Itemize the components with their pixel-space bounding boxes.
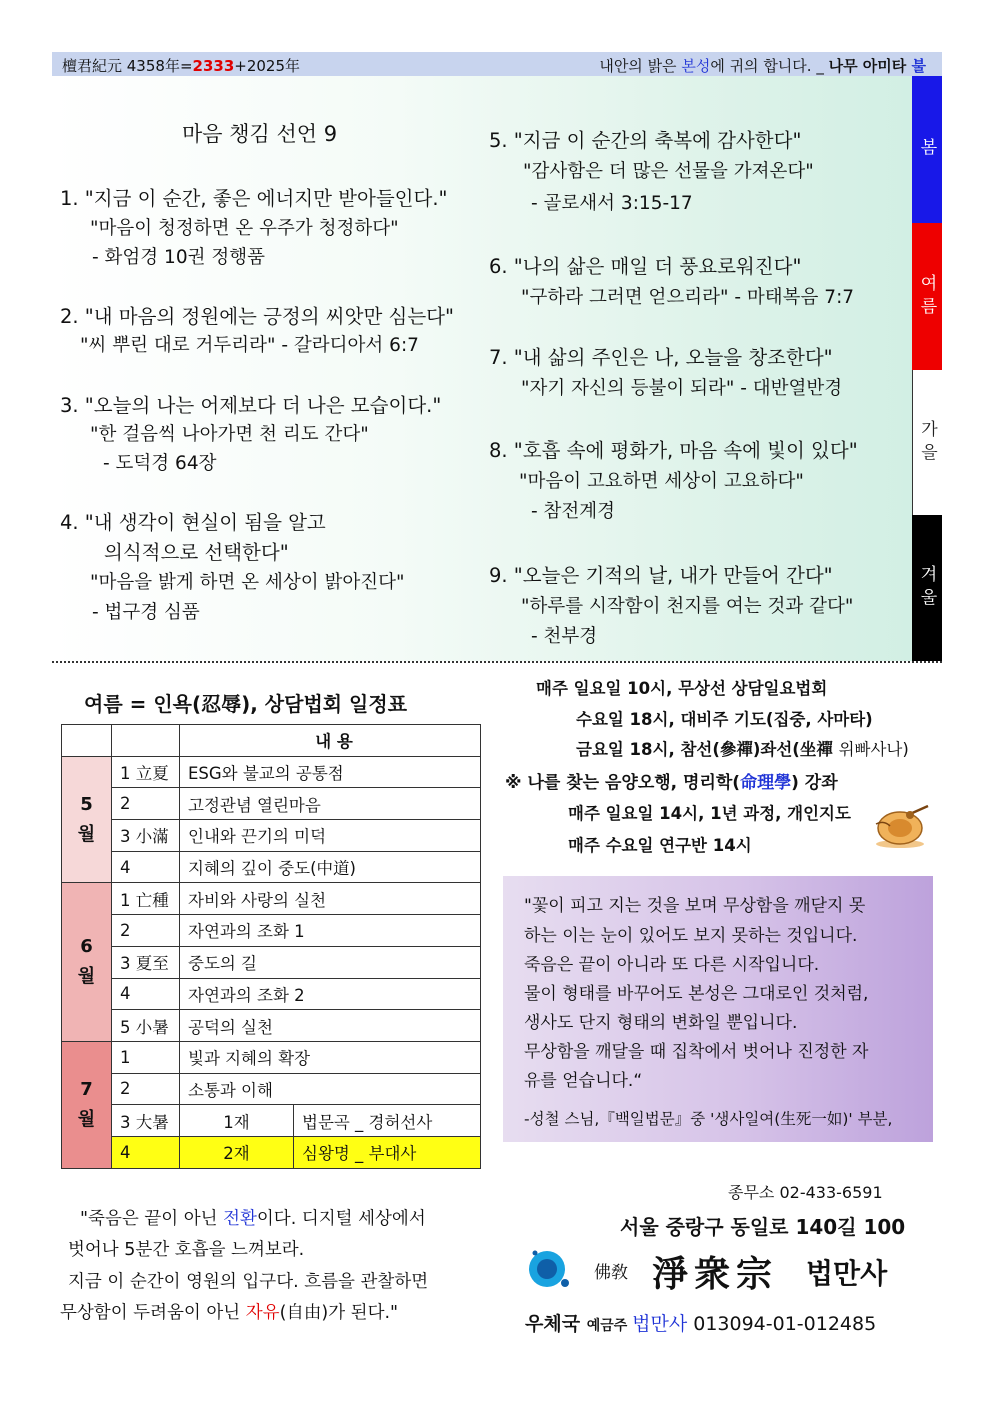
table-row: 3 夏至 중도의 길 [62,946,481,978]
table-row: 2 고정관념 열린마음 [62,788,481,820]
temple-name: 법만사 [806,1257,888,1290]
moktak-icon [870,804,932,850]
info-wednesday: 수요일 18시, 대비주 기도(집중, 사마타) [576,710,873,729]
table-header [62,725,481,757]
season-spring: 봄 [912,76,942,223]
calendar-era: 檀君紀元 4358年=2333+2025年 [62,57,301,75]
info-lecture: ※ 나를 찾는 음양오행, 명리학(命理學) 강좌 [505,773,838,793]
decl-6-quote: "구하라 그러면 얻으리라" - 마태복음 7:7 [521,287,855,308]
table-row: 4 자연과의 조화 2 [62,978,481,1010]
bottom-quote-line-1: "죽음은 끝이 아닌 전환이다. 디지털 세상에서 [80,1209,426,1229]
season-winter: 겨울 [912,515,942,661]
bottom-quote-line-2: 벗어나 5분간 호흡을 느껴보라. [68,1240,305,1260]
schedule-table [61,724,481,1169]
info-lecture-wednesday: 매주 수요일 연구반 14시 [568,836,752,855]
table-row: 5 小暑 공덕의 실천 [62,1010,481,1042]
table-row: 7 월 1 빛과 지혜의 확장 [62,1041,481,1073]
decl-9-source: - 천부경 [531,626,598,647]
season-summer: 여름 [912,223,942,370]
bottom-quote-line-4: 무상함이 두려움이 아닌 자유(自由)가 된다." [60,1303,399,1323]
declaration-title: 마음 챙김 선언 9 [182,122,338,146]
decl-7-quote: "자기 자신의 등불이 되라" - 대반열반경 [521,378,843,399]
quote-line: 하는 이는 눈이 있어도 보지 못하는 것입니다. [524,926,858,946]
decl-2-quote: "씨 뿌린 대로 거두리라" - 갈라디아서 6:7 [80,335,419,356]
decl-4-title: 4. "내 생각이 현실이 됨을 알고 [60,511,326,534]
table-row: 2 소통과 이해 [62,1073,481,1105]
decl-1-quote: "마음이 청정하면 온 우주가 청정하다" [90,218,399,239]
decl-5-title: 5. "지금 이 순간의 축복에 감사한다" [489,129,802,152]
temple-hanja-name: 淨衆宗 [652,1253,779,1295]
quote-line: 물이 형태를 바꾸어도 본성은 그대로인 것처럼, [524,984,869,1004]
table-row: 3 小滿 인내와 끈기의 미덕 [62,820,481,852]
decl-5-quote: "감사함은 더 많은 선물을 가져온다" [523,161,814,182]
table-row: 3 大暑 1재 법문곡 _ 경허선사 [62,1105,481,1137]
header-bar [52,52,942,76]
temple-address: 서울 중랑구 동일로 140길 100 [620,1215,906,1239]
decl-1-source: - 화엄경 10권 정행품 [92,247,265,268]
month-july: 7 월 [62,1041,112,1168]
month-may: 5 월 [62,756,112,883]
decl-8-source: - 참전계경 [531,501,616,522]
buddhism-label: 佛敎 [594,1263,628,1283]
decl-4-source: - 법구경 심품 [92,602,200,623]
decl-9-title: 9. "오늘은 기적의 날, 내가 만들어 간다" [489,564,833,587]
decl-3-title: 3. "오늘의 나는 어제보다 더 나은 모습이다." [60,394,442,417]
quote-line: 유를 얻습니다.“ [524,1071,643,1091]
table-row: 2 자연과의 조화 1 [62,915,481,947]
decl-8-title: 8. "호흡 속에 평화가, 마음 속에 빛이 있다" [489,439,858,462]
decl-4-quote: "마음을 밝게 하면 온 세상이 밝아진다" [90,572,405,593]
table-row: 6 월 1 亡種 자비와 사랑의 실천 [62,883,481,915]
decl-5-source: - 골로새서 3:15-17 [531,193,693,214]
info-friday: 금요일 18시, 참선(參禪)좌선(坐禪 위빠사나) [576,740,909,759]
schedule-title: 여름 = 인욕(忍辱), 상담법회 일정표 [84,692,408,716]
decl-6-title: 6. "나의 삶은 매일 더 풍요로워진다" [489,255,802,278]
season-autumn: 가을 [912,370,942,515]
section-divider [52,661,942,663]
table-row: 5 월 1 立夏 ESG와 불교의 공통점 [62,756,481,788]
bank-account: 우체국 예금주 법만사 013094-01-012485 [525,1313,877,1335]
refuge-phrase: 내안의 밝은 본성에 귀의 합니다. _ 나무 아미타 불 [599,57,926,75]
temple-logo-icon [525,1247,575,1291]
decl-1-title: 1. "지금 이 순간, 좋은 에너지만 받아들인다." [60,187,448,210]
month-june: 6 월 [62,883,112,1041]
table-row-highlight: 4 2재 심왕명 _ 부대사 [62,1136,481,1168]
decl-9-quote: "하루를 시작함이 천지를 여는 것과 같다" [521,596,854,617]
info-sunday: 매주 일요일 10시, 무상선 상담일요법회 [536,679,828,698]
table-row: 4 지혜의 깊이 중도(中道) [62,851,481,883]
quote-line: 생사도 단지 형태의 변화일 뿐입니다. [524,1013,798,1033]
quote-source: -성철 스님,『백일법문』중 '생사일여(生死一如)' 부분, [524,1110,893,1128]
office-phone: 종무소 02-433-6591 [728,1183,883,1202]
header-content: 내 용 [180,725,481,757]
bottom-quote-line-3: 지금 이 순간이 영원의 입구다. 흐름을 관찰하면 [68,1272,429,1292]
quote-line: "꽃이 피고 지는 것을 보며 무상함을 깨닫지 못 [524,896,866,916]
decl-4-title-cont: 의식적으로 선택한다" [104,541,289,564]
info-lecture-sunday: 매주 일요일 14시, 1년 과정, 개인지도 [568,804,851,823]
quote-line: 죽음은 끝이 아니라 또 다른 시작입니다. [524,955,820,975]
decl-7-title: 7. "내 삶의 주인은 나, 오늘을 창조한다" [489,346,833,369]
decl-8-quote: "마음이 고요하면 세상이 고요하다" [519,471,804,492]
quote-line: 무상함을 깨달을 때 집착에서 벗어나 진정한 자 [524,1042,869,1062]
decl-3-source: - 도덕경 64장 [103,453,217,474]
decl-3-quote: "한 걸음씩 나아가면 천 리도 간다" [90,424,369,445]
decl-2-title: 2. "내 마음의 정원에는 긍정의 씨앗만 심는다" [60,305,454,328]
